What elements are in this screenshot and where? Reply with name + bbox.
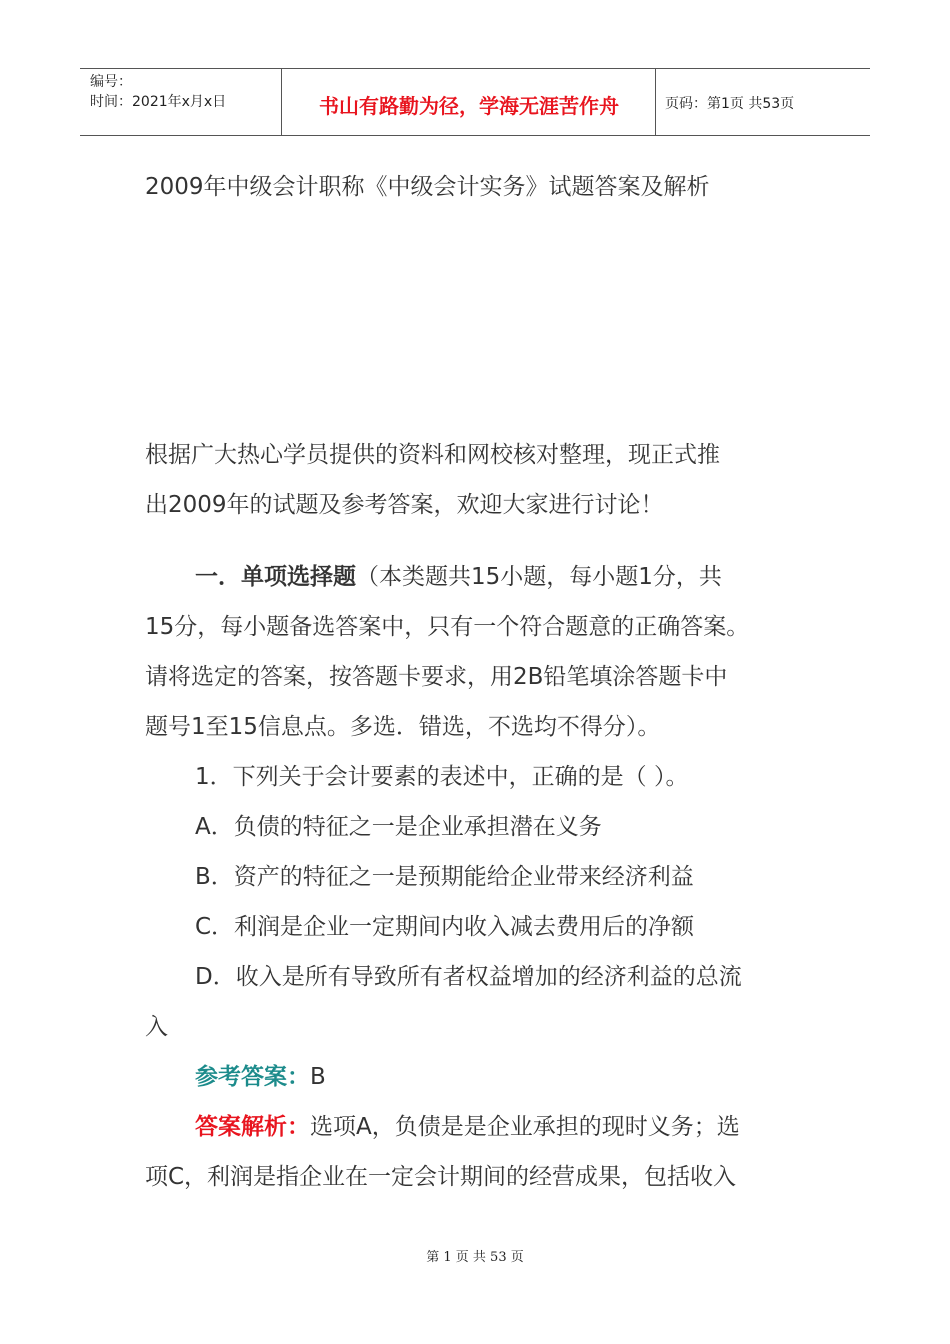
- header-bottom-border: [80, 135, 870, 136]
- intro-line-1: 根据广大热心学员提供的资料和网校核对整理，现正式推: [145, 442, 720, 468]
- answer-value: B: [310, 1064, 326, 1090]
- document-title: 2009年中级会计职称《中级会计实务》试题答案及解析: [145, 174, 710, 200]
- option-b: B．资产的特征之一是预期能给企业带来经济利益: [195, 864, 694, 890]
- option-a: A．负债的特征之一是企业承担潜在义务: [195, 814, 602, 840]
- header-page-info: 页码：第1页 共53页: [665, 96, 795, 112]
- section-desc-first: （本类题共15小题，每小题1分，共: [356, 564, 722, 590]
- time-label: 时间：2021年x月x日: [90, 94, 227, 110]
- option-c: C．利润是企业一定期间内收入减去费用后的净额: [195, 914, 695, 940]
- analysis-text-1: 选项A，负债是是企业承担的现时义务；选: [310, 1114, 740, 1140]
- analysis-label: 答案解析：: [195, 1114, 310, 1140]
- intro-line-2: 出2009年的试题及参考答案，欢迎大家进行讨论！: [145, 492, 664, 518]
- section-desc-line-4: 题号1至15信息点。多选．错选，不选均不得分）。: [145, 714, 661, 740]
- header-top-border: [80, 68, 870, 69]
- analysis-line-2: 项C，利润是指企业在一定会计期间的经营成果，包括收入: [145, 1164, 737, 1190]
- header-divider-left: [281, 68, 282, 136]
- main-content: [145, 552, 825, 1202]
- option-d: D．收入是所有导致所有者权益增加的经济利益的总流: [195, 964, 742, 990]
- analysis-line-1: [145, 1102, 825, 1152]
- answer-label: 参考答案：: [195, 1064, 310, 1090]
- section-heading: 一．单项选择题: [195, 564, 356, 590]
- header-divider-right: [655, 68, 656, 136]
- section-heading-line: [145, 552, 825, 602]
- page-footer: 第 1 页 共 53 页: [426, 1250, 524, 1265]
- section-desc-line-2: 15分，每小题备选答案中，只有一个符合题意的正确答案。: [145, 614, 750, 640]
- header-left-cell: [90, 72, 226, 112]
- intro-paragraph: [145, 430, 825, 530]
- number-label: 编号：: [90, 74, 132, 90]
- answer-line: [145, 1052, 825, 1102]
- question-stem: 1．下列关于会计要素的表述中，正确的是（ ）。: [195, 764, 689, 790]
- header-motto: 书山有路勤为径，学海无涯苦作舟: [319, 94, 619, 118]
- section-desc-line-3: 请将选定的答案，按答题卡要求，用2B铅笔填涂答题卡中: [145, 664, 728, 690]
- option-d-continuation: 入: [145, 1014, 168, 1040]
